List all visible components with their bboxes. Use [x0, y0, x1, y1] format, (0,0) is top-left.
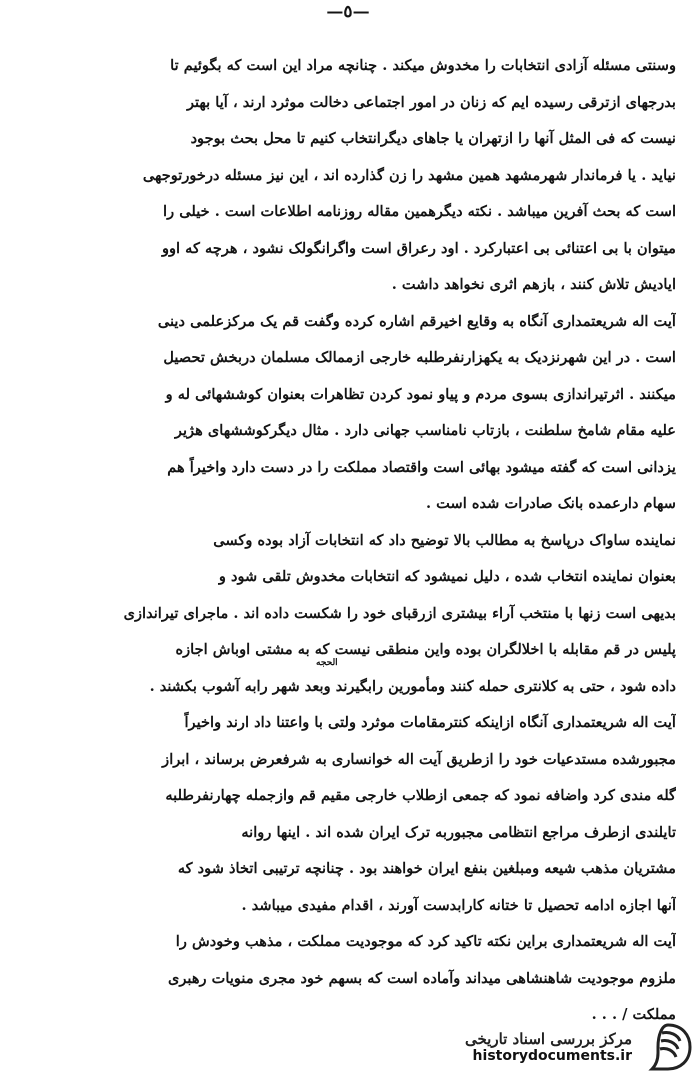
- document-line: یزدانی است که گفته میشود بهائی است واقتصاد مملکت را در دست دارد واخیراً هم: [167, 458, 676, 476]
- document-line: نیاید . یا فرماندار شهرمشهد همین مشهد را زن گذارده اند ، این نیز مسئله درخورتوجهی: [142, 166, 676, 184]
- document-line: آیت اله شریعتمداری آنگاه به وقایع اخیرقم اشاره کرده وگفت قم یک مرکزعلمی دینی: [157, 312, 676, 330]
- document-line: مملکت / . . .: [591, 1006, 676, 1023]
- document-line: وسنتی مسئله آزادی انتخابات را مخدوش میکند . چنانچه مراد این است که بگوئیم تا: [170, 57, 676, 74]
- document-line: آنها اجازه ادامه تحصیل تا ختانه کارابدست آورند ، اقدام مفیدی میباشد .: [241, 896, 676, 914]
- document-line: آیت اله شریعتمداری براین نکته تاکید کرد که موجودیت مملکت ، مذهب وخودش را: [175, 933, 676, 950]
- document-line: است که بحث آفرین میباشد . نکته دیگرهمین مقاله روزنامه اطلاعات است . خیلی را: [163, 203, 676, 220]
- watermark-name: مرکز بررسی اسناد تاریخی: [464, 1030, 632, 1048]
- document-body: [36, 48, 676, 1034]
- document-line: ایادیش تلاش کنند ، بازهم اثری نخواهد داشت .: [391, 276, 676, 293]
- document-line: بدرجهای ازترقی رسیده ایم که زنان در امور اجتماعی دخالت موثرد ارند ، آیا بهتر: [186, 93, 676, 111]
- document-line: بعنوان نماینده انتخاب شده ، دلیل نمیشود که انتخابات مخدوش تلقی شود و: [218, 568, 676, 585]
- document-line: مشتریان مذهب شیعه ومبلغین بنفع ایران خواهند بود . چنانچه ترتیبی اتخاذ شود که: [177, 860, 676, 877]
- archive-logo-icon: [642, 1021, 694, 1073]
- document-line: نیست که فی المثل آنها را ازتهران یا جاهای دیگرانتخاب کنیم تا محل بحث بوجود: [190, 130, 676, 147]
- document-line: مجبورشده مستدعیات خود را ازطریق آیت اله خوانساری به شرفعرض برساند ، ابراز: [162, 750, 676, 768]
- document-line: ملزوم موجودیت شاهنشاهی میداند وآماده است که بسهم خود مجری منویات رهبری: [167, 969, 676, 987]
- document-line: نماینده ساواک درپاسخ به مطالب بالا توضیح داد که انتخابات آزاد بوده وکسی: [213, 531, 676, 549]
- document-line: پلیس در قم مقابله با اخلالگران بوده واین منطقی نیست که به مشتی اوباش اجازه: [175, 641, 676, 658]
- document-line: میکنند . اثرتیراندازی بسوی مردم و پیاو نمود کردن تظاهرات بعنوان کوششهائی له و: [165, 385, 676, 403]
- watermark-text: [465, 1030, 632, 1064]
- document-line: بدیهی است زنها با منتخب آراء بیشتری ازرقبای خود را شکست داده اند . ماجرای تیراندازی: [123, 604, 676, 622]
- archive-watermark: [414, 1018, 694, 1076]
- document-line: میتوان با بی اعتنائی بی اعتبارکرد . اود رعراق است واگرانگولک نشود ، هرچه که اوو: [161, 239, 676, 257]
- page-number: —٥—: [326, 2, 370, 22]
- document-line: است . در این شهرنزدیک به یکهزارنفرطلبه خارجی ازممالک مسلمان دربخش تحصیل: [163, 349, 676, 366]
- document-line: علیه مقام شامخ سلطنت ، بازتاب نامناسب جهانی دارد . مثال دیگرکوششهای هژیر: [174, 422, 676, 439]
- document-line: گله مندی کرد واضافه نمود که جمعی ازطلاب خارجی مقیم قم وازجمله چهارنفرطلبه: [165, 787, 676, 804]
- watermark-url: historydocuments.ir: [472, 1048, 632, 1064]
- document-line: داده شود ، حتی به کلانتری حمله کنند ومأمورین رابگیرند وبعد شهر رابه آشوب بکشند .: [149, 677, 676, 695]
- document-line: تایلندی ازطرف مراجع انتظامی مجبوربه ترک ایران شده اند . اینها روانه: [241, 823, 676, 841]
- document-line: آیت اله شریعتمداری آنگاه ازاینکه کنترمقامات موثرد ولتی با واعتنا داد ارند واخیراً: [184, 714, 676, 731]
- interlinear-note: الحجه: [316, 658, 338, 668]
- document-line: سهام دارعمده بانک صادرات شده است .: [425, 495, 676, 512]
